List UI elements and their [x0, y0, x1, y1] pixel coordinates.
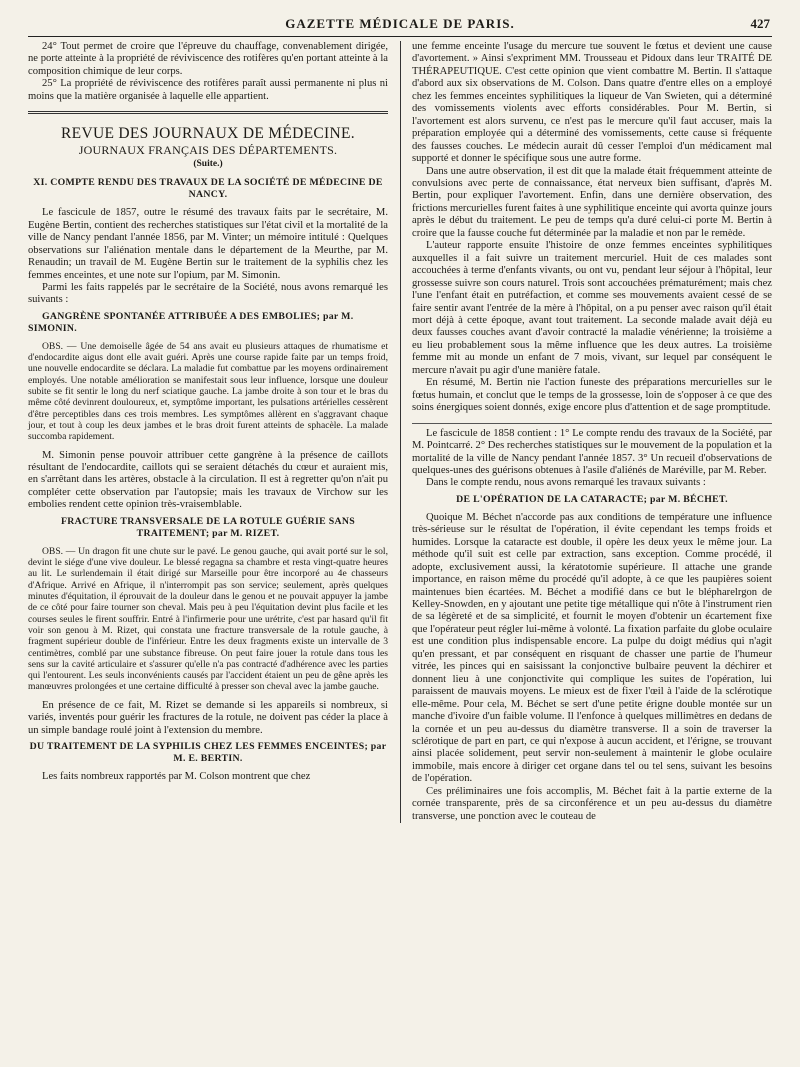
observation-fracture: OBS. — Un dragon fit une chute sur le pavé. Le genou gauche, qui avait porté sur le sol, devint le siége d'une vive douleur. Le blessé regagna sa chambre et resta vingt-quatre heures au lit. Le surlendemain il était dirigé sur Marseille pour être incorporé au 4e chasseurs d'Afrique. Arrivé en Afrique, il n'interrompit pas son service; seulement, après quelques minutes d'équitation, il éprouvait de la douleur dans le genou et ne pouvait appuyer la jambe de ce côté pour faire tourner son cheval. Mais peu à peu l'équitation devint plus facile et les courses seules le firent souffrir. Entré à l'infirmerie pour une urétrite, c'est par hasard qu'il fit voir son genou à M. Rizet, qui constata une fracture transversale de la rotule gauche, à fragment supérieur double de l'inférieur. Entre les deux fragments existe un intervalle de 3 centimètres, comblé par une substance fibreuse. On peut faire jouer la rotule dans tous les sens sur la cavité articulaire et s'assurer qu'elle n'a pas contracté d'adhérence avec les parties qui l'entourent. Les seuls inconvénients causés par l'accident étaient un peu de gêne après les manœuvres prolongées et une certaine difficulté à presser son cheval avec la jambe gauche. [28, 545, 388, 693]
cataracte-heading: DE L'OPÉRATION DE LA CATARACTE; par M. BÉCHET. [456, 493, 728, 505]
revue-title: REVUE DES JOURNAUX DE MÉDECINE. [61, 125, 355, 143]
paragraph-preliminaires: Ces préliminaires une fois accomplis, M. Béchet fait à la partie externe de la cornée transparente, près de sa circonférence et un peu au-dessus du diamètre transverse, une ponction avec le couteau de [412, 785, 772, 822]
page-number: 427 [750, 16, 770, 31]
paragraph-parmi: Parmi les faits rappelés par le secrétaire de la Société, nous avons remarqué les suivants : [28, 281, 388, 306]
journal-title: GAZETTE MÉDICALE DE PARIS. [285, 16, 515, 31]
section-divider [28, 111, 388, 114]
suite-label: (Suite.) [193, 159, 223, 170]
fracture-heading: FRACTURE TRANSVERSALE DE LA ROTULE GUÉRIE SANS TRAITEMENT; par M. RIZET. [61, 515, 355, 539]
paragraph-fascicule-1857: Le fascicule de 1857, outre le résumé des travaux faits par le secrétaire, M. Eugène Bertin, contient des recherches statistiques sur l'état civil et la mortalité de la ville de Nancy pendant l'année 1856, par M. Vinter; un mémoire intitulé : Quelques observations sur l'aliénation mentale dans le département de la Meurthe, par M. Renaudin; un travail de M. Eugène Bertin sur le traitement de la syphilis chez les femmes enceintes, et une note sur l'opium, par M. Simonin. [28, 207, 388, 281]
paragraph-resume: En résumé, M. Bertin nie l'action funeste des préparations mercurielles sur le fœtus humain, et conclut que le temps de la grossesse, loin de s'opposer à ce que des soins énergiques soient donnés, exige encore plus d'attention et de sage promptitude. [412, 377, 772, 414]
paragraph-quoique: Quoique M. Béchet n'accorde pas aux conditions de température une influence très-sérieuse sur le résultat de l'opération, il évite cependant les temps froids et humides. Lorsque la cataracte est double, il opère les deux yeux le même jour. La méthode qu'il suit est celle par extraction, sans exception. Comme procédé, il adopte, exclusivement aussi, la kératotomie supérieure. Il attache une grande importance, en raison même du procédé qu'il adopte, à ce que les paupières soient maintenues bien écartées. M. Béchet a modifié dans ce but le blépharelrgon de Kelley-Snowden, en y ajoutant une petite tige métallique qui n'ôte à l'instrument rien de sa légèreté et de sa simplicité, et fournit le moyen d'obtenir un écartement fixe que l'opérateur peut régler lui-même à volonté. La fixation parfaite du globe oculaire est une condition plus indispensable encore. La pulpe du doigt médius qui n'agit qu'en pressant, et par conséquent en risquant de chasser une partie de l'humeur vitrée, les pinces qui en saisissant la conjonctive bulbaire peuvent la déchirer et donnent lieu à une conjonctivite qui complique les suites de l'opération, lui paraissent de mauvais moyens. Le mieux est de fixer l'œil à l'aide de la sclérotique elle-même. Pour cela, M. Béchet se sert d'une petite érigne double montée sur un manche d'ivoire d'un faible volume. Il l'enfonce à quelques millimètres en dedans de la cornée et un peu au-dessus du diamètre transverse. Il a soin de traverser la sclérotique de part en part, ce qui n'expose à aucun accident, et l'érigne, se trouvant ainsi placée solidement, peut servir non-seulement à maintenir le globe oculaire immobile, mais encore à diriger cet organe dans tel ou tel sens, suivant les besoins de l'opération. [412, 511, 772, 785]
paragraph-auteur: L'auteur rapporte ensuite l'histoire de onze femmes enceintes syphilitiques auxquelles il a fait suivre un traitement mercuriel. Huit de ces malades sont accouchées à terme d'enfants vivants, ou ont vu, pendant leur séjour à l'hôpital, leur grossesse suivre son cours naturel. Trois sont accouchées prématurément; mais chez l'une l'enfant était en putréfaction, et comme ses mouvements avaient cessé de se faire sentir avant l'entrée de la mère à l'hôpital, on a pu penser avec raison qu'il était mort déjà à cette époque, avant tout traitement. La seconde malade avait déjà eu deux fausses couches avant d'avoir contracté la maladie vénérienne; la troisième a eu lieu probablement sous la même influence que les deux autres. La troisième femme mit au monde un enfant de 7 mois, vivant, sur lequel par conséquent le mercure n'avait pu agir d'une manière fatale. [412, 240, 772, 376]
gangrene-heading: GANGRÈNE SPONTANÉE ATTRIBUÉE A DES EMBOLIES; par M. SIMONIN. [28, 310, 354, 334]
column-rule [400, 41, 401, 823]
paragraph-fascicule-1858: Le fascicule de 1858 contient : 1° Le compte rendu des travaux de la Société, par M. Pointcarré. 2° Des recherches statistiques sur le mouvement de la population et la mortalité de la ville de Nancy pendant l'année 1857. 3° Un recueil d'observations de quelques-unes des guérisons obtenues à l'asile d'aliénés de Maréville, par M. Reber. [412, 427, 772, 476]
paragraph-presence: En présence de ce fait, M. Rizet se demande si les appareils si nombreux, si variés, inventés pour guérir les fractures de la rotule, ne doivent pas céder la place à un simple bandage roulé joint à l'extension du membre. [28, 699, 388, 736]
right-column [412, 41, 772, 823]
section-xi-heading: XI. COMPTE RENDU DES TRAVAUX DE LA SOCIÉTÉ DE MÉDECINE DE NANCY. [33, 177, 383, 201]
journaux-title: JOURNAUX FRANÇAIS DES DÉPARTEMENTS. [78, 143, 338, 158]
observation-gangrene: OBS. — Une demoiselle âgée de 54 ans avait eu plusieurs attaques de rhumatisme et d'endocardite aigus dont elle avait guéri. Après une course rapide faite par un temps froid, une nouvelle endocardite se déclara. La maladie fut combattue par les moyens ordinairement employés. Une notable amélioration se manifestait sous leur influence, lorsque une douleur subite se fit sentir le long du nerf sciatique gauche. La jambe droite à son tour et le bras du même côté devinrent douloureux, et, symptôme important, les pulsations artérielles cessèrent d'être perceptibles dans ces trois membres. Les symptômes allèrent en s'aggravant chaque jour, et tout à coup les deux jambes et le bras droit furent atteints de sphacèle. La malade succomba rapidement. [28, 340, 388, 443]
paragraph-divider [412, 423, 772, 424]
paragraph-compte-rendu: Dans le compte rendu, nous avons remarqué les travaux suivants : [426, 477, 706, 489]
paragraph-simonin: M. Simonin pense pouvoir attribuer cette gangrène à la présence de caillots résultant de l'endocardite, caillots qui se seraient détachés du cœur et auraient mis, en s'arrêtant dans les artères, obstacle à la circulation. Il est à regretter qu'on n'ait pu compléter cette observation par l'autopsie; mais les travaux de Virchow sur les embolies rendent cette opinion très-vraisemblable. [28, 449, 388, 511]
two-column-body [28, 41, 772, 823]
paragraph-continuation: une femme enceinte l'usage du mercure tue souvent le fœtus et devient une cause d'avortement. » Ainsi s'expriment MM. Trousseau et Pidoux dans leur TRAITÉ DE THÉRAPEUTIQUE. C'est cette opinion que vient combattre M. Bertin. Il s'attaque d'abord aux six observations de M. Colson. Dans quatre d'entre elles on a employé chez les femmes enceintes syphilitiques la liqueur de Van Swieten, qui a déterminé des vomissements violents avec efforts considérables. Pour M. Bertin, si l'avortement est alors survenu, ce n'est pas le mercure qu'il faut accuser, mais la préparation employée qui a déterminé des vomissements, cette cause si fréquente des fausses couches. Le médecin aurait dû cesser l'emploi d'un médicament mal supporté et donner le spécifique sous une autre forme. [412, 41, 772, 165]
conclusion-25: 25° La propriété de réviviscence des rotifères paraît aussi permanente ni plus ni moins que la matière organisée à laquelle elle appartient. [28, 78, 388, 102]
paragraph-faits: Les faits nombreux rapportés par M. Colson montrent que chez [42, 771, 311, 783]
syphilis-heading: DU TRAITEMENT DE LA SYPHILIS CHEZ LES FEMMES ENCEINTES; par M. E. BERTIN. [29, 741, 387, 765]
left-column [28, 41, 388, 823]
paragraph-autre-observation: Dans une autre observation, il est dit que la malade était fréquemment atteinte de convulsions avec perte de connaissance, état nerveux bien suffisant, d'après M. Bertin, pour expliquer l'avortement. Enfin, dans une dernière observation, des frictions mercurielles furent faites à une syphilitique enceinte qui avorta quinze jours après le début du traitement. Le peu de temps qu'a duré celui-ci porte M. Bertin à croire que la fausse couche fut déterminée par la maladie et non par le remède. [412, 165, 772, 239]
conclusion-24: 24° Tout permet de croire que l'épreuve du chauffage, convenablement dirigée, ne porte atteinte à la propriété de réviviscence des rotifères qu'en portant atteinte à la composition chimique de leur corps. [28, 41, 388, 77]
running-header [28, 14, 772, 37]
